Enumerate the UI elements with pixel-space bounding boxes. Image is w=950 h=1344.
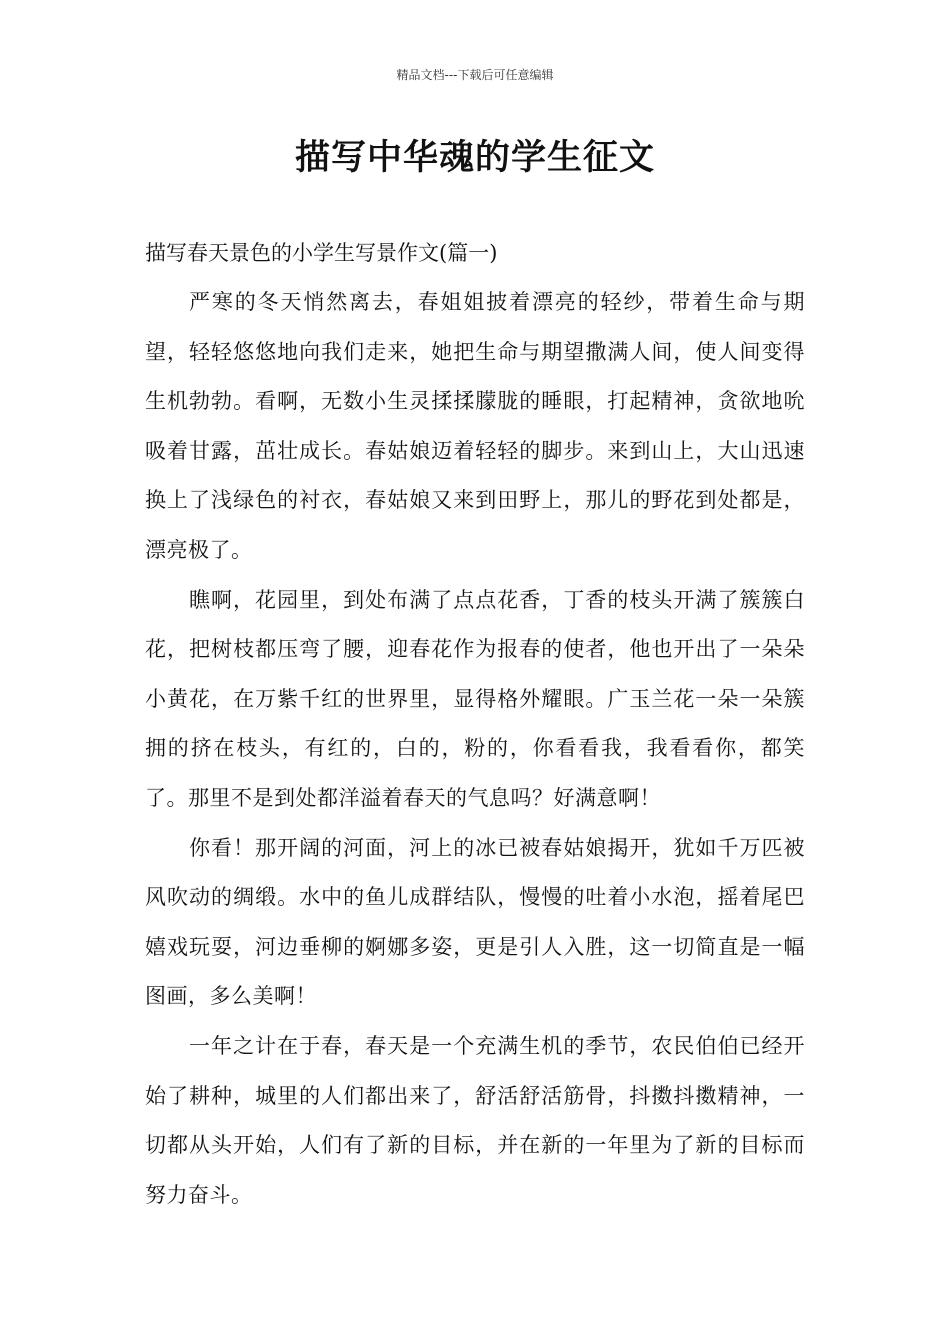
- paragraph: 严寒的冬天悄然离去，春姐姐披着漂亮的轻纱，带着生命与期望，轻轻悠悠地向我们走来，她把生命与期望撒满人间，使人间变得生机勃勃。看啊，无数小生灵揉揉朦胧的睡眼，打起精神，贪欲地吮吸着甘露，茁壮成长。春姑娘迈着轻轻的脚步。来到山上，大山迅速换上了浅绿色的衬衣，春姑娘又来到田野上，那儿的野花到处都是，漂亮极了。: [145, 290, 805, 562]
- paragraph: 瞧啊，花园里，到处布满了点点花香，丁香的枝头开满了簇簇白花，把树枝都压弯了腰，迎春花作为报春的使者，他也开出了一朵朵小黄花，在万紫千红的世界里，显得格外耀眼。广玉兰花一朵一朵簇拥的挤在枝头，有红的，白的，粉的，你看看我，我看看你，都笑了。那里不是到处都洋溢着春天的气息吗？好满意啊！: [145, 587, 805, 810]
- header-note: 精品文档---下载后可任意编辑: [396, 68, 554, 82]
- section-subtitle: 描写春天景色的小学生写景作文(篇一): [145, 241, 498, 265]
- document-body: [145, 228, 805, 1220]
- paragraph: 你看！那开阔的河面，河上的冰已被春姑娘揭开，犹如千万匹被风吹动的绸缎。水中的鱼儿成群结队，慢慢的吐着小水泡，摇着尾巴嬉戏玩耍，河边垂柳的婀娜多姿，更是引人入胜，这一切简直是一幅图画，多么美啊！: [145, 835, 805, 1009]
- document-title: 描写中华魂的学生征文: [294, 138, 655, 178]
- paragraph: 一年之计在于春，春天是一个充满生机的季节，农民伯伯已经开始了耕种，城里的人们都出来了，舒活舒活筋骨，抖擞抖擞精神，一切都从头开始，人们有了新的目标，并在新的一年里为了新的目标而努力奋斗。: [145, 1033, 805, 1207]
